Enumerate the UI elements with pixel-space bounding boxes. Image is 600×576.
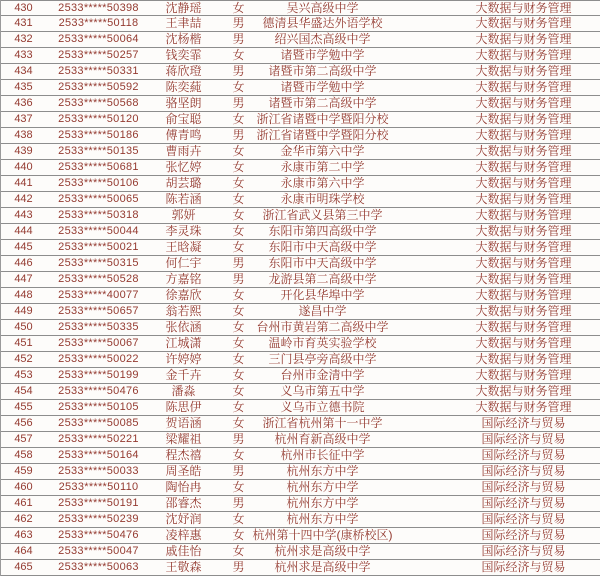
- row-index-cell: 437: [14, 113, 33, 125]
- row-index-cell: 439: [14, 145, 33, 157]
- school-cell: 杭州育新高级中学: [274, 432, 371, 446]
- name-cell: 方嘉铭: [165, 272, 202, 286]
- table-row: [1, 384, 600, 400]
- row-index-cell: 458: [14, 449, 33, 461]
- school-cell: 东阳市中天高级中学: [268, 240, 377, 254]
- table-row: [1, 496, 600, 512]
- school-cell: 金华市第六中学: [280, 144, 365, 158]
- gender-cell: 女: [232, 400, 245, 414]
- name-cell: 戚佳怡: [165, 544, 202, 558]
- name-cell: 郭妍: [171, 208, 196, 222]
- major-cell: 大数据与财务管理: [475, 272, 572, 286]
- school-cell: 杭州东方中学: [286, 496, 359, 510]
- major-cell: 大数据与财务管理: [475, 176, 572, 190]
- name-cell: 江城潇: [165, 336, 202, 350]
- major-cell: 国际经济与贸易: [481, 416, 566, 430]
- major-cell: 国际经济与贸易: [481, 448, 566, 462]
- table-row: [1, 144, 600, 160]
- major-cell: 大数据与财务管理: [475, 256, 572, 270]
- major-cell: 大数据与财务管理: [475, 352, 572, 366]
- major-cell: 国际经济与贸易: [481, 560, 566, 574]
- major-cell: 大数据与财务管理: [475, 288, 572, 302]
- gender-cell: 女: [232, 544, 245, 558]
- table-row: [1, 240, 600, 256]
- gender-cell: 男: [232, 96, 245, 110]
- exam-id-cell: 2533*****50592: [58, 81, 139, 93]
- exam-id-cell: 2533*****50044: [58, 225, 139, 237]
- name-cell: 曹雨卉: [165, 144, 202, 158]
- major-cell: 大数据与财务管理: [475, 320, 572, 334]
- exam-id-cell: 2533*****50476: [58, 385, 139, 397]
- table-row: [1, 480, 600, 496]
- school-cell: 遂昌中学: [298, 304, 347, 318]
- table-row: [1, 96, 600, 112]
- exam-id-cell: 2533*****50063: [58, 561, 139, 573]
- gender-cell: 男: [232, 64, 245, 78]
- gender-cell: 女: [232, 288, 245, 302]
- gender-cell: 女: [232, 208, 245, 222]
- major-cell: 国际经济与贸易: [481, 496, 566, 510]
- name-cell: 沈杨楷: [165, 32, 202, 46]
- row-index-cell: 443: [14, 209, 33, 221]
- major-cell: 大数据与财务管理: [475, 400, 572, 414]
- table-row: [1, 528, 600, 544]
- table-row: [1, 0, 600, 16]
- school-cell: 浙江省诸暨中学暨阳分校: [256, 112, 389, 126]
- name-cell: 邵睿杰: [165, 496, 202, 510]
- major-cell: 国际经济与贸易: [481, 432, 566, 446]
- row-index-cell: 430: [14, 2, 33, 14]
- row-index-cell: 450: [14, 321, 33, 333]
- exam-id-cell: 2533*****50064: [58, 33, 139, 45]
- exam-id-cell: 2533*****50135: [58, 145, 139, 157]
- gender-cell: 男: [232, 256, 245, 270]
- exam-id-cell: 2533*****50021: [58, 241, 139, 253]
- gender-cell: 女: [232, 416, 245, 430]
- table-row: [1, 80, 600, 96]
- row-index-cell: 440: [14, 161, 33, 173]
- name-cell: 骆坚朗: [165, 96, 202, 110]
- name-cell: 金千卉: [165, 368, 202, 382]
- table-row: [1, 368, 600, 384]
- table-row: [1, 320, 600, 336]
- name-cell: 何仁宇: [165, 256, 202, 270]
- exam-id-cell: 2533*****50398: [58, 2, 139, 14]
- table-row: [1, 464, 600, 480]
- exam-id-cell: 2533*****50067: [58, 337, 139, 349]
- gender-cell: 女: [232, 144, 245, 158]
- name-cell: 李灵珠: [165, 224, 202, 238]
- exam-id-cell: 2533*****50033: [58, 465, 139, 477]
- school-cell: 永康市第六中学: [280, 176, 365, 190]
- gender-cell: 女: [232, 512, 245, 526]
- exam-id-cell: 2533*****50105: [58, 401, 139, 413]
- school-cell: 诸暨市学勉中学: [280, 48, 365, 62]
- major-cell: 大数据与财务管理: [475, 64, 572, 78]
- gender-cell: 女: [232, 336, 245, 350]
- row-index-cell: 446: [14, 257, 33, 269]
- gender-cell: 女: [232, 224, 245, 238]
- name-cell: 沈静瑶: [165, 1, 202, 15]
- name-cell: 许婷婷: [165, 352, 202, 366]
- row-index-cell: 462: [14, 513, 33, 525]
- major-cell: 大数据与财务管理: [475, 384, 572, 398]
- name-cell: 王晗凝: [165, 240, 202, 254]
- school-cell: 杭州东方中学: [286, 480, 359, 494]
- table-row: [1, 32, 600, 48]
- major-cell: 国际经济与贸易: [481, 480, 566, 494]
- name-cell: 陶怡冉: [165, 480, 202, 494]
- name-cell: 梁耀祖: [165, 432, 202, 446]
- school-cell: 德清县华盛达外语学校: [262, 16, 383, 30]
- name-cell: 程杰禧: [165, 448, 202, 462]
- table-row: [1, 432, 600, 448]
- name-cell: 张依涵: [165, 320, 202, 334]
- exam-id-cell: 2533*****50106: [58, 177, 139, 189]
- row-index-cell: 455: [14, 401, 33, 413]
- table-row: [1, 224, 600, 240]
- row-index-cell: 459: [14, 465, 33, 477]
- gender-cell: 男: [232, 32, 245, 46]
- major-cell: 大数据与财务管理: [475, 80, 572, 94]
- row-index-cell: 457: [14, 433, 33, 445]
- exam-id-cell: 2533*****50110: [58, 481, 139, 493]
- gender-cell: 男: [232, 496, 245, 510]
- row-index-cell: 448: [14, 289, 33, 301]
- exam-id-cell: 2533*****50022: [58, 353, 139, 365]
- name-cell: 潘淼: [171, 384, 196, 398]
- school-cell: 义乌市立德书院: [280, 400, 365, 414]
- table-row: [1, 128, 600, 144]
- major-cell: 国际经济与贸易: [481, 544, 566, 558]
- major-cell: 大数据与财务管理: [475, 336, 572, 350]
- row-index-cell: 438: [14, 129, 33, 141]
- table-row: [1, 560, 600, 576]
- row-index-cell: 431: [14, 17, 33, 29]
- school-cell: 吴兴高级中学: [286, 1, 359, 15]
- exam-id-cell: 2533*****50199: [58, 369, 139, 381]
- gender-cell: 女: [232, 1, 245, 15]
- school-cell: 永康市明珠学校: [280, 192, 365, 206]
- name-cell: 陈思伊: [165, 400, 202, 414]
- major-cell: 大数据与财务管理: [475, 208, 572, 222]
- major-cell: 大数据与财务管理: [475, 160, 572, 174]
- table-row: [1, 336, 600, 352]
- name-cell: 蒋欣璒: [165, 64, 202, 78]
- table-row: [1, 352, 600, 368]
- table-row: [1, 192, 600, 208]
- gender-cell: 女: [232, 368, 245, 382]
- gender-cell: 女: [232, 112, 245, 126]
- gender-cell: 女: [232, 304, 245, 318]
- name-cell: 胡芸璐: [165, 176, 202, 190]
- row-index-cell: 460: [14, 481, 33, 493]
- row-index-cell: 454: [14, 385, 33, 397]
- exam-id-cell: 2533*****50257: [58, 49, 139, 61]
- exam-id-cell: 2533*****50047: [58, 545, 139, 557]
- table-row: [1, 544, 600, 560]
- exam-id-cell: 2533*****50476: [58, 529, 139, 541]
- row-index-cell: 442: [14, 193, 33, 205]
- gender-cell: 女: [232, 192, 245, 206]
- school-cell: 杭州求是高级中学: [274, 560, 371, 574]
- major-cell: 大数据与财务管理: [475, 112, 572, 126]
- school-cell: 绍兴国杰高级中学: [274, 32, 371, 46]
- school-cell: 开化县华埠中学: [280, 288, 365, 302]
- exam-id-cell: 2533*****50065: [58, 193, 139, 205]
- major-cell: 大数据与财务管理: [475, 144, 572, 158]
- school-cell: 浙江省武义县第三中学: [262, 208, 383, 222]
- row-index-cell: 465: [14, 561, 33, 573]
- school-cell: 永康市第二中学: [280, 160, 365, 174]
- table-row: [1, 256, 600, 272]
- row-index-cell: 451: [14, 337, 33, 349]
- row-index-cell: 464: [14, 545, 33, 557]
- exam-id-cell: 2533*****50164: [58, 449, 139, 461]
- gender-cell: 女: [232, 176, 245, 190]
- major-cell: 国际经济与贸易: [481, 528, 566, 542]
- row-index-cell: 447: [14, 273, 33, 285]
- table-row: [1, 272, 600, 288]
- name-cell: 贺语涵: [165, 416, 202, 430]
- school-cell: 杭州求是高级中学: [274, 544, 371, 558]
- school-cell: 浙江省杭州第十一中学: [262, 416, 383, 430]
- school-cell: 温岭市育英实验学校: [268, 336, 377, 350]
- school-cell: 杭州东方中学: [286, 512, 359, 526]
- major-cell: 大数据与财务管理: [475, 48, 572, 62]
- gender-cell: 男: [232, 272, 245, 286]
- row-index-cell: 461: [14, 497, 33, 509]
- gender-cell: 女: [232, 320, 245, 334]
- exam-id-cell: 2533*****50681: [58, 161, 139, 173]
- row-index-cell: 463: [14, 529, 33, 541]
- exam-id-cell: 2533*****50085: [58, 417, 139, 429]
- name-cell: 俞宝聪: [165, 112, 202, 126]
- gender-cell: 女: [232, 48, 245, 62]
- name-cell: 陈若涵: [165, 192, 202, 206]
- exam-id-cell: 2533*****50191: [58, 497, 139, 509]
- gender-cell: 男: [232, 128, 245, 142]
- school-cell: 义乌市第五中学: [280, 384, 365, 398]
- table-row: [1, 48, 600, 64]
- row-index-cell: 435: [14, 81, 33, 93]
- gender-cell: 女: [232, 480, 245, 494]
- gender-cell: 女: [232, 160, 245, 174]
- school-cell: 东阳市中天高级中学: [268, 256, 377, 270]
- exam-id-cell: 2533*****50568: [58, 97, 139, 109]
- table-row: [1, 176, 600, 192]
- row-index-cell: 433: [14, 49, 33, 61]
- school-cell: 诸暨市第二高级中学: [268, 64, 377, 78]
- major-cell: 大数据与财务管理: [475, 16, 572, 30]
- gender-cell: 女: [232, 352, 245, 366]
- name-cell: 凌梓惠: [165, 528, 202, 542]
- name-cell: 傅青鸣: [165, 128, 202, 142]
- gender-cell: 男: [232, 464, 245, 478]
- exam-id-cell: 2533*****50657: [58, 305, 139, 317]
- exam-id-cell: 2533*****50118: [58, 17, 139, 29]
- major-cell: 大数据与财务管理: [475, 1, 572, 15]
- major-cell: 大数据与财务管理: [475, 304, 572, 318]
- table-row: [1, 512, 600, 528]
- exam-id-cell: 2533*****50335: [58, 321, 139, 333]
- school-cell: 东阳市第四高级中学: [268, 224, 377, 238]
- table-row: [1, 448, 600, 464]
- exam-id-cell: 2533*****50120: [58, 113, 139, 125]
- exam-id-cell: 2533*****50221: [58, 433, 139, 445]
- gender-cell: 男: [232, 560, 245, 574]
- exam-id-cell: 2533*****50239: [58, 513, 139, 525]
- gender-cell: 女: [232, 384, 245, 398]
- row-index-cell: 445: [14, 241, 33, 253]
- major-cell: 国际经济与贸易: [481, 512, 566, 526]
- name-cell: 翁若熙: [165, 304, 202, 318]
- major-cell: 大数据与财务管理: [475, 224, 572, 238]
- gender-cell: 女: [232, 80, 245, 94]
- row-index-cell: 441: [14, 177, 33, 189]
- table-row: [1, 16, 600, 32]
- name-cell: 王敬森: [165, 560, 202, 574]
- school-cell: 杭州第十四中学(康桥校区): [252, 528, 393, 542]
- exam-id-cell: 2533*****40077: [58, 289, 139, 301]
- gender-cell: 男: [232, 16, 245, 30]
- table-row: [1, 416, 600, 432]
- row-index-cell: 436: [14, 97, 33, 109]
- table-row: [1, 112, 600, 128]
- name-cell: 钱奕霏: [165, 48, 202, 62]
- school-cell: 诸暨市学勉中学: [280, 80, 365, 94]
- gender-cell: 女: [232, 528, 245, 542]
- name-cell: 沈妤润: [165, 512, 202, 526]
- school-cell: 杭州市长征中学: [280, 448, 365, 462]
- exam-id-cell: 2533*****50331: [58, 65, 139, 77]
- table-row: [1, 64, 600, 80]
- table-row: [1, 288, 600, 304]
- row-index-cell: 456: [14, 417, 33, 429]
- name-cell: 周圣皓: [165, 464, 202, 478]
- row-index-cell: 452: [14, 353, 33, 365]
- row-index-cell: 444: [14, 225, 33, 237]
- school-cell: 龙游县第二高级中学: [268, 272, 377, 286]
- row-index-cell: 434: [14, 65, 33, 77]
- table-row: [1, 160, 600, 176]
- name-cell: 王聿喆: [165, 16, 202, 30]
- table-row: [1, 208, 600, 224]
- school-cell: 台州市金清中学: [280, 368, 365, 382]
- major-cell: 大数据与财务管理: [475, 128, 572, 142]
- gender-cell: 女: [232, 448, 245, 462]
- major-cell: 大数据与财务管理: [475, 96, 572, 110]
- school-cell: 诸暨市第二高级中学: [268, 96, 377, 110]
- school-cell: 杭州东方中学: [286, 464, 359, 478]
- school-cell: 台州市黄岩第二高级中学: [256, 320, 389, 334]
- name-cell: 徐嘉欣: [165, 288, 202, 302]
- major-cell: 大数据与财务管理: [475, 192, 572, 206]
- school-cell: 三门县亭旁高级中学: [268, 352, 377, 366]
- major-cell: 大数据与财务管理: [475, 240, 572, 254]
- major-cell: 大数据与财务管理: [475, 32, 572, 46]
- school-cell: 浙江省诸暨中学暨阳分校: [256, 128, 389, 142]
- table-row: [1, 400, 600, 416]
- row-index-cell: 432: [14, 33, 33, 45]
- exam-id-cell: 2533*****50186: [58, 129, 139, 141]
- row-index-cell: 449: [14, 305, 33, 317]
- major-cell: 大数据与财务管理: [475, 368, 572, 382]
- name-cell: 张忆婷: [165, 160, 202, 174]
- exam-id-cell: 2533*****50528: [58, 273, 139, 285]
- name-cell: 陈奕蒓: [165, 80, 202, 94]
- exam-id-cell: 2533*****50315: [58, 257, 139, 269]
- gender-cell: 女: [232, 240, 245, 254]
- table-row: [1, 304, 600, 320]
- major-cell: 国际经济与贸易: [481, 464, 566, 478]
- gender-cell: 男: [232, 432, 245, 446]
- exam-id-cell: 2533*****50318: [58, 209, 139, 221]
- row-index-cell: 453: [14, 369, 33, 381]
